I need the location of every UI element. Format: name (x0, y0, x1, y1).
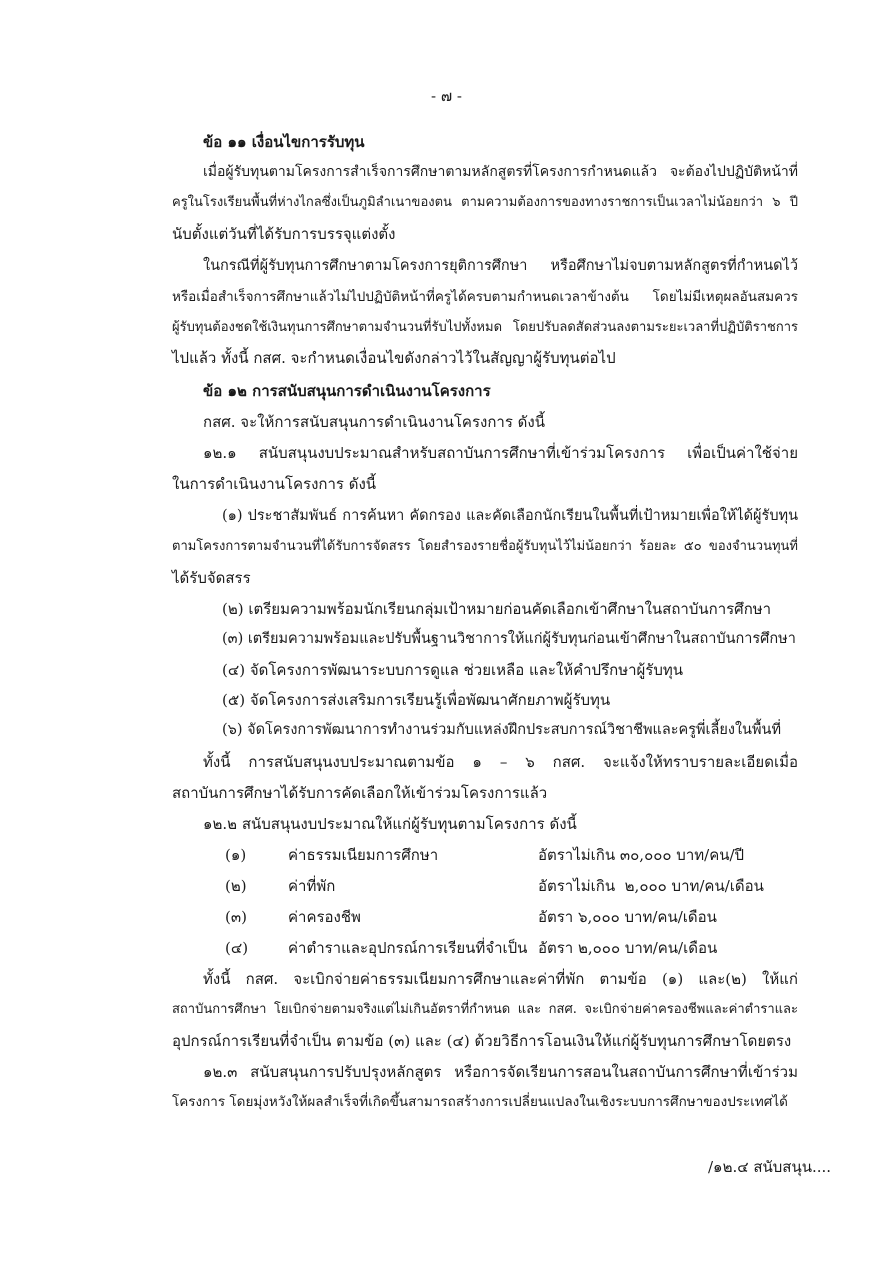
section-12-heading: ข้อ ๑๒ การสนับสนุนการดำเนินงานโครงการ (203, 382, 491, 400)
continuation-note: /๑๒.๔ สนับสนุน.... (708, 1158, 832, 1176)
paragraph-line: โครงการ โดยมุ่งหวังให้ผลสำเร็จที่เกิดขึ้นสามารถสร้างการเปลี่ยนแปลงในเชิงระบบการศึกษาของประเทศได้ (172, 1094, 788, 1110)
paragraph-line: ทั้งนี้ การสนับสนุนงบประมาณตามข้อ ๑ – ๖ กสศ. จะแจ้งให้ทราบรายละเอียดเมื่อ (203, 753, 798, 771)
budget-item: ค่าธรรมเนียมการศึกษา (288, 846, 439, 864)
list-item: (๓) เตรียมความพร้อมและปรับพื้นฐานวิชาการให้แก่ผู้รับทุนก่อนเข้าศึกษาในสถาบันการศึกษา (222, 631, 796, 647)
list-item: (๔) จัดโครงการพัฒนาระบบการดูแล ช่วยเหลือ และให้คำปรึกษาผู้รับทุน (222, 661, 684, 679)
paragraph-line: ๑๒.๑ สนับสนุนงบประมาณสำหรับสถาบันการศึกษาที่เข้าร่วมโครงการ เพื่อเป็นค่าใช้จ่าย (203, 444, 798, 462)
paragraph-line: สถาบันการศึกษาได้รับการคัดเลือกให้เข้าร่วมโครงการแล้ว (172, 784, 548, 802)
budget-rate: อัตรา ๒,๐๐๐ บาท/คน/เดือน (538, 939, 718, 957)
paragraph-line: ทั้งนี้ กสศ. จะเบิกจ่ายค่าธรรมเนียมการศึกษาและค่าที่พัก ตามข้อ (๑) และ(๒) ให้แก่ (203, 970, 798, 988)
budget-num: (๔) (225, 939, 249, 957)
budget-rate: อัตรา ๖,๐๐๐ บาท/คน/เดือน (538, 908, 717, 926)
list-item: ตามโครงการตามจำนวนที่ได้รับการจัดสรร โดยสำรองรายชื่อผู้รับทุนไว้ไม่น้อยกว่า ร้อยละ ๕๐ ของจำนวนทุนที่ (172, 539, 798, 554)
paragraph-line: ๑๒.๒ สนับสนุนงบประมาณให้แก่ผู้รับทุนตามโครงการ ดังนี้ (203, 815, 577, 833)
section-12-intro: กสศ. จะให้การสนับสนุนการดำเนินงานโครงการ ดังนี้ (203, 413, 545, 431)
paragraph-line: ครูในโรงเรียนพื้นที่ห่างไกลซึ่งเป็นภูมิลำเนาของตน ตามความต้องการของทางราชการเป็นเวลาไม่น้อยกว่า ๖ ปี (172, 195, 798, 210)
section-11-heading: ข้อ ๑๑ เงื่อนไขการรับทุน (203, 133, 365, 151)
paragraph-line: ในการดำเนินงานโครงการ ดังนี้ (172, 475, 377, 493)
paragraph-line: หรือเมื่อสำเร็จการศึกษาแล้วไม่ไปปฏิบัติหน้าที่ครูได้ครบตามกำหนดเวลาข้างต้น โดยไม่มีเหตุผลอันสมควร (172, 289, 798, 305)
budget-item: ค่าที่พัก (288, 877, 336, 895)
budget-rate: อัตราไม่เกิน ๒,๐๐๐ บาท/คน/เดือน (538, 877, 764, 895)
paragraph-line: ผู้รับทุนต้องชดใช้เงินทุนการศึกษาตามจำนวนที่รับไปทั้งหมด โดยปรับลดสัดส่วนลงตามระยะเวลาที่ปฏิบัติราชการ (172, 320, 798, 335)
budget-rate: อัตราไม่เกิน ๓๐,๐๐๐ บาท/คน/ปี (538, 846, 745, 864)
budget-item: ค่าครองชีพ (288, 908, 361, 926)
list-item: (๖) จัดโครงการพัฒนาการทำงานร่วมกับแหล่งฝึกประสบการณ์วิชาชีพและครูพี่เลี้ยงในพื้นที่ (222, 722, 782, 738)
budget-item: ค่าตำราและอุปกรณ์การเรียนที่จำเป็น (288, 939, 528, 957)
paragraph-line: ไปแล้ว ทั้งนี้ กสศ. จะกำหนดเงื่อนไขดังกล่าวไว้ในสัญญาผู้รับทุนต่อไป (172, 349, 616, 367)
list-item: ได้รับจัดสรร (172, 569, 251, 587)
paragraph-line: เมื่อผู้รับทุนตามโครงการสำเร็จการศึกษาตามหลักสูตรที่โครงการกำหนดแล้ว จะต้องไปปฏิบัติหน้าที่ (203, 164, 798, 180)
paragraph-line: ในกรณีที่ผู้รับทุนการศึกษาตามโครงการยุติการศึกษา หรือศึกษาไม่จบตามหลักสูตรที่กำหนดไว้ (203, 258, 798, 274)
list-item: (๒) เตรียมความพร้อมนักเรียนกลุ่มเป้าหมายก่อนคัดเลือกเข้าศึกษาในสถาบันการศึกษา (222, 600, 772, 618)
page-number: - ๗ - (431, 87, 462, 105)
budget-num: (๓) (225, 908, 247, 926)
list-item: (๑) ประชาสัมพันธ์ การค้นหา คัดกรอง และคัดเลือกนักเรียนในพื้นที่เป้าหมายเพื่อให้ได้ผู้รับทุน (222, 508, 798, 524)
list-item: (๕) จัดโครงการส่งเสริมการเรียนรู้เพื่อพัฒนาศักยภาพผู้รับทุน (222, 691, 611, 709)
budget-num: (๑) (225, 846, 247, 864)
paragraph-line: อุปกรณ์การเรียนที่จำเป็น ตามข้อ (๓) และ (๔) ด้วยวิธีการโอนเงินให้แก่ผู้รับทุนการศึกษาโดยตรง (172, 1032, 792, 1050)
paragraph-line: สถาบันการศึกษา โยเบิกจ่ายตามจริงแต่ไม่เกินอัตราที่กำหนด และ กสศ. จะเบิกจ่ายค่าครองชีพและค่าตำราและ (172, 1002, 798, 1017)
budget-num: (๒) (225, 877, 247, 895)
paragraph-line: ๑๒.๓ สนับสนุนการปรับปรุงหลักสูตร หรือการจัดเรียนการสอนในสถาบันการศึกษาที่เข้าร่วม (203, 1063, 798, 1081)
paragraph-line: นับตั้งแต่วันที่ได้รับการบรรจุแต่งตั้ง (172, 225, 396, 243)
